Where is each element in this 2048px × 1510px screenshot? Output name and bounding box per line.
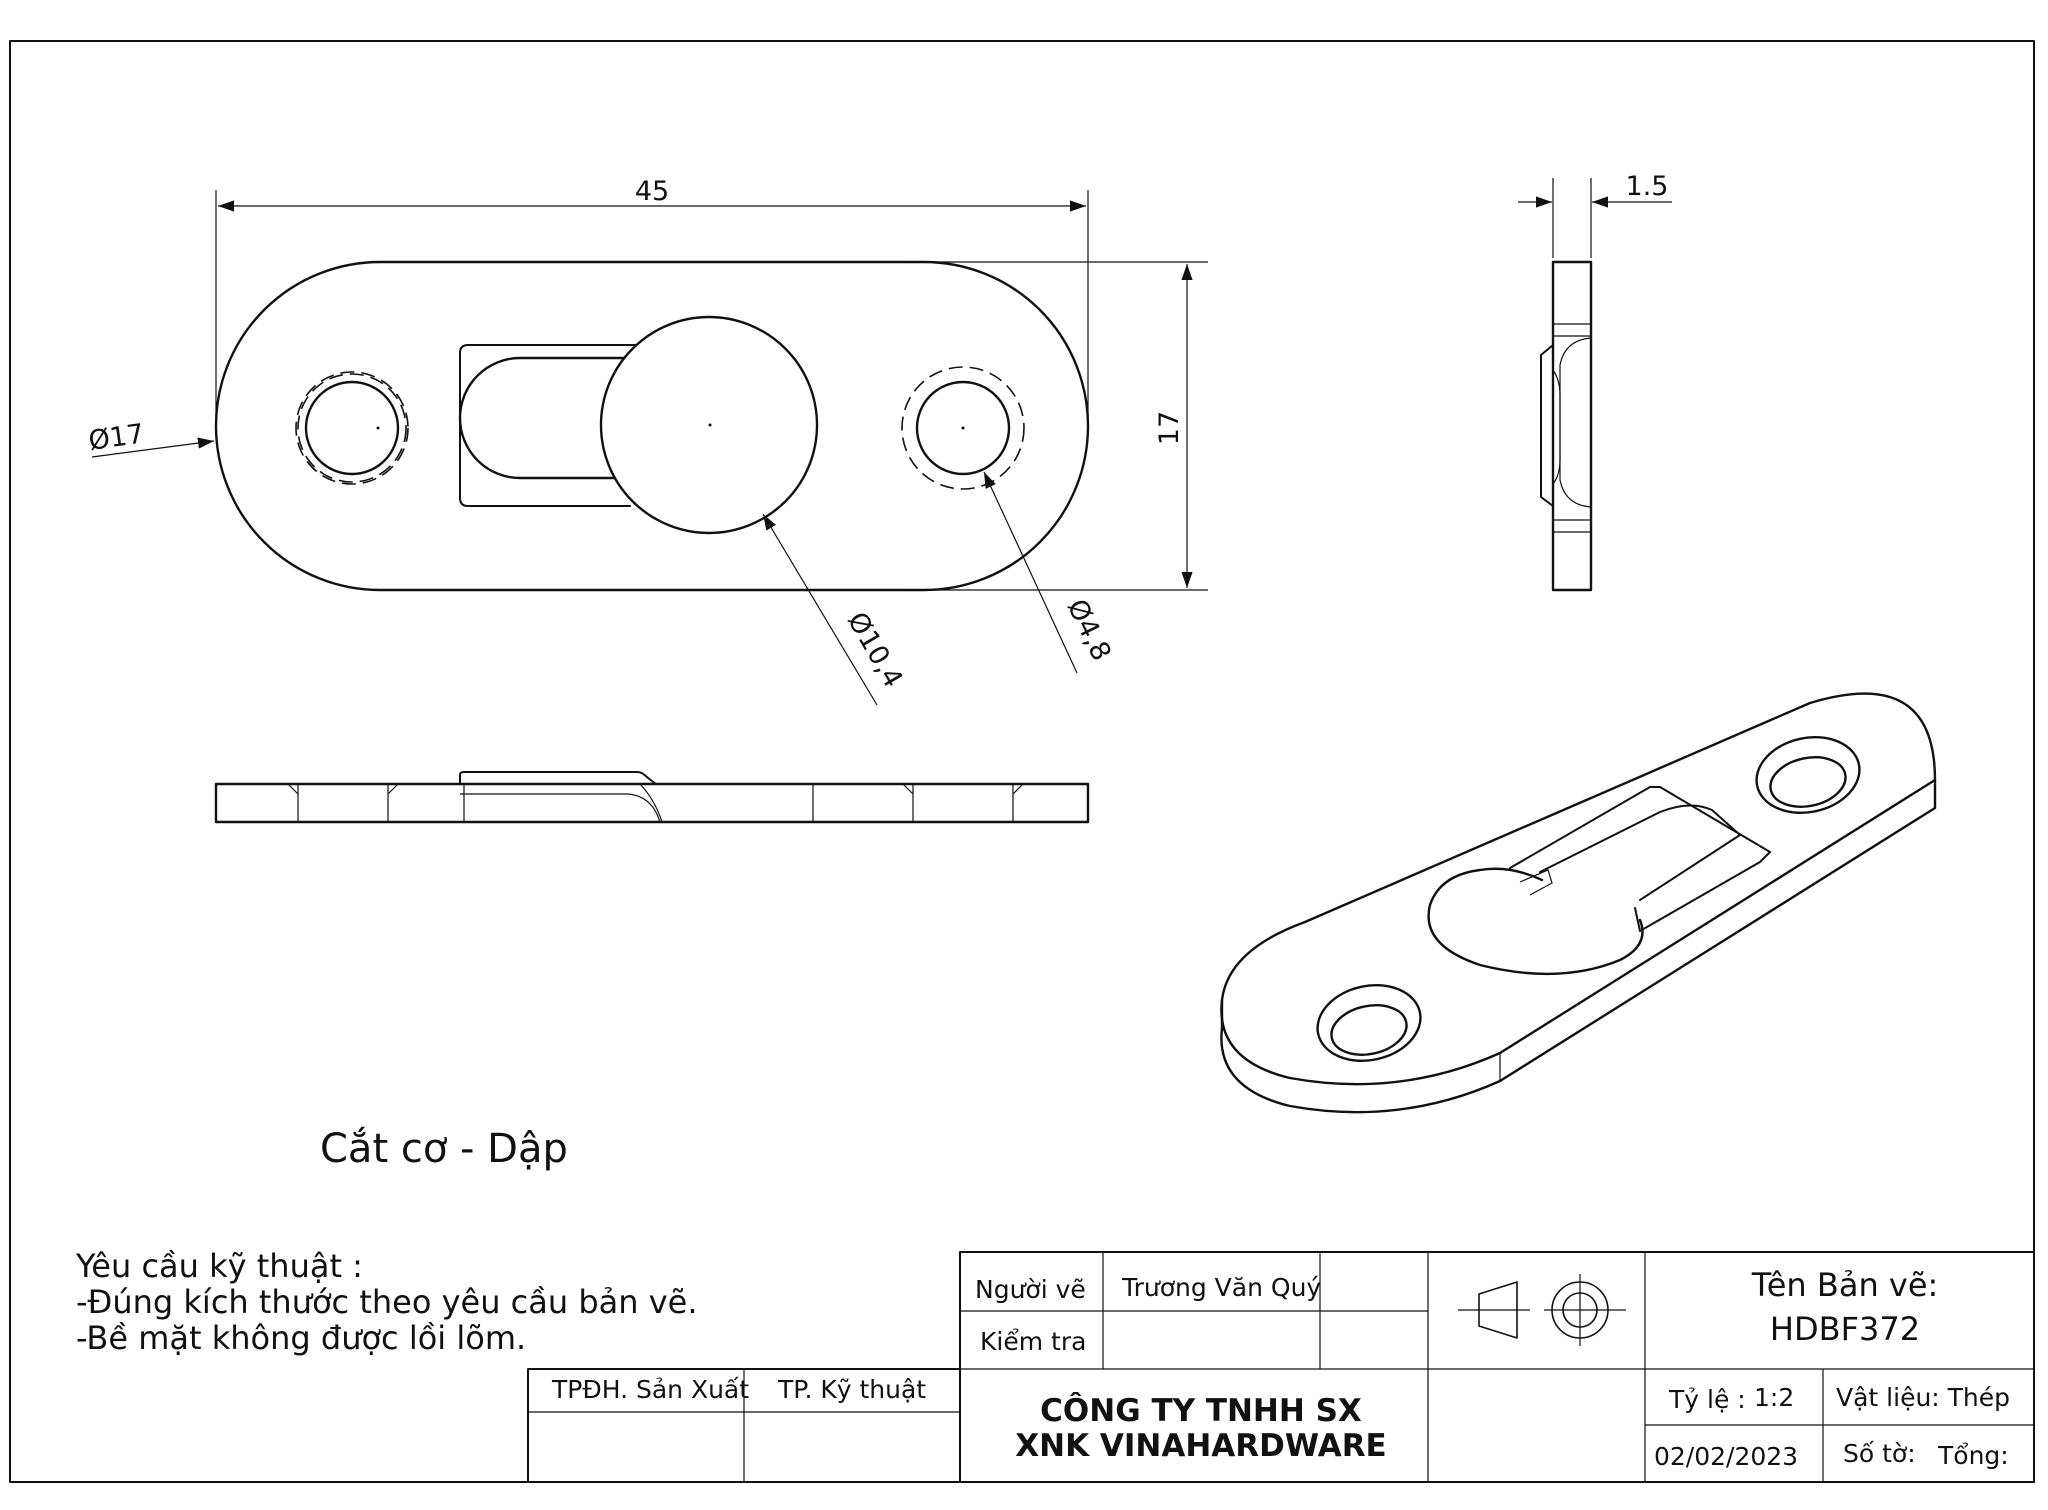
front-cs-4 xyxy=(1013,784,1023,794)
side-view xyxy=(1518,171,1672,590)
tech-req-line1: -Đúng kích thước theo yêu cầu bản vẽ. xyxy=(76,1283,698,1321)
tech-req-line2: -Bề mặt không được lồi lõm. xyxy=(76,1319,527,1357)
iso-hole-far-outer xyxy=(1749,728,1866,822)
left-hole-center xyxy=(377,427,380,430)
front-cs-1 xyxy=(288,784,298,794)
front-cs-3 xyxy=(903,784,913,794)
isometric-view xyxy=(1193,662,1960,1112)
front-view xyxy=(216,772,1088,822)
side-plate xyxy=(1553,262,1591,590)
title-block xyxy=(528,1252,2034,1482)
iso-keyhole-head xyxy=(1429,869,1643,974)
left-hole-through xyxy=(306,382,398,474)
company-line1: CÔNG TY TNHH SX xyxy=(1040,1393,1362,1429)
iso-keyhole-slot xyxy=(1540,805,1740,900)
top-view xyxy=(87,176,1208,705)
dim-45-label: 45 xyxy=(634,176,670,207)
dim-dia48-label: Ø4,8 xyxy=(1060,594,1117,666)
production-head-label: TPĐH. Sản Xuất xyxy=(552,1375,750,1404)
date: 02/02/2023 xyxy=(1654,1442,1799,1471)
front-rim-curve2 xyxy=(640,784,662,822)
side-rim-inner xyxy=(1560,338,1591,507)
iso-plate-top-edge xyxy=(1221,694,1935,1085)
process-note: Cắt cơ - Dập xyxy=(320,1126,568,1172)
company-line2: XNK VINAHARDWARE xyxy=(1015,1428,1387,1464)
front-cs-2 xyxy=(388,784,398,794)
checked-by-label: Kiểm tra xyxy=(980,1327,1087,1356)
dim-dia10-label: Ø10,4 xyxy=(840,607,909,693)
drawn-by-value: Trương Văn Quý xyxy=(1122,1273,1322,1302)
drawn-by-label: Người vẽ xyxy=(975,1275,1086,1304)
iso-plate-thickness xyxy=(1221,780,1935,1112)
scale-value: 1:2 xyxy=(1754,1383,1795,1412)
iso-hole-near-outer xyxy=(1310,976,1427,1070)
tech-head-label: TP. Kỹ thuật xyxy=(778,1375,927,1404)
side-rim xyxy=(1541,345,1553,506)
dim-dia17-label: Ø17 xyxy=(86,418,147,457)
front-plate xyxy=(216,784,1088,822)
keyhole-center xyxy=(709,424,712,427)
dim-15-label: 1.5 xyxy=(1625,171,1669,202)
total-label: Tổng: xyxy=(1938,1441,2009,1470)
projection-symbol xyxy=(1458,1274,1626,1346)
left-hole-cs-dash xyxy=(296,372,408,484)
drawing-name-value: HDBF372 xyxy=(1769,1310,1921,1348)
material-label: Vật liệu: Thép xyxy=(1836,1383,2011,1412)
front-rim xyxy=(460,772,656,784)
tech-req-heading: Yêu cầu kỹ thuật : xyxy=(76,1247,363,1285)
drawing-name-label: Tên Bản vẽ: xyxy=(1751,1266,1939,1304)
right-hole-center xyxy=(962,427,965,430)
front-rim-curve xyxy=(460,794,660,822)
dim-dia10-leader xyxy=(763,514,877,705)
scale-label: Tỷ lệ : xyxy=(1669,1385,1746,1414)
dim-17-label: 17 xyxy=(1154,410,1185,446)
sheet-label: Số tờ: xyxy=(1843,1439,1916,1468)
